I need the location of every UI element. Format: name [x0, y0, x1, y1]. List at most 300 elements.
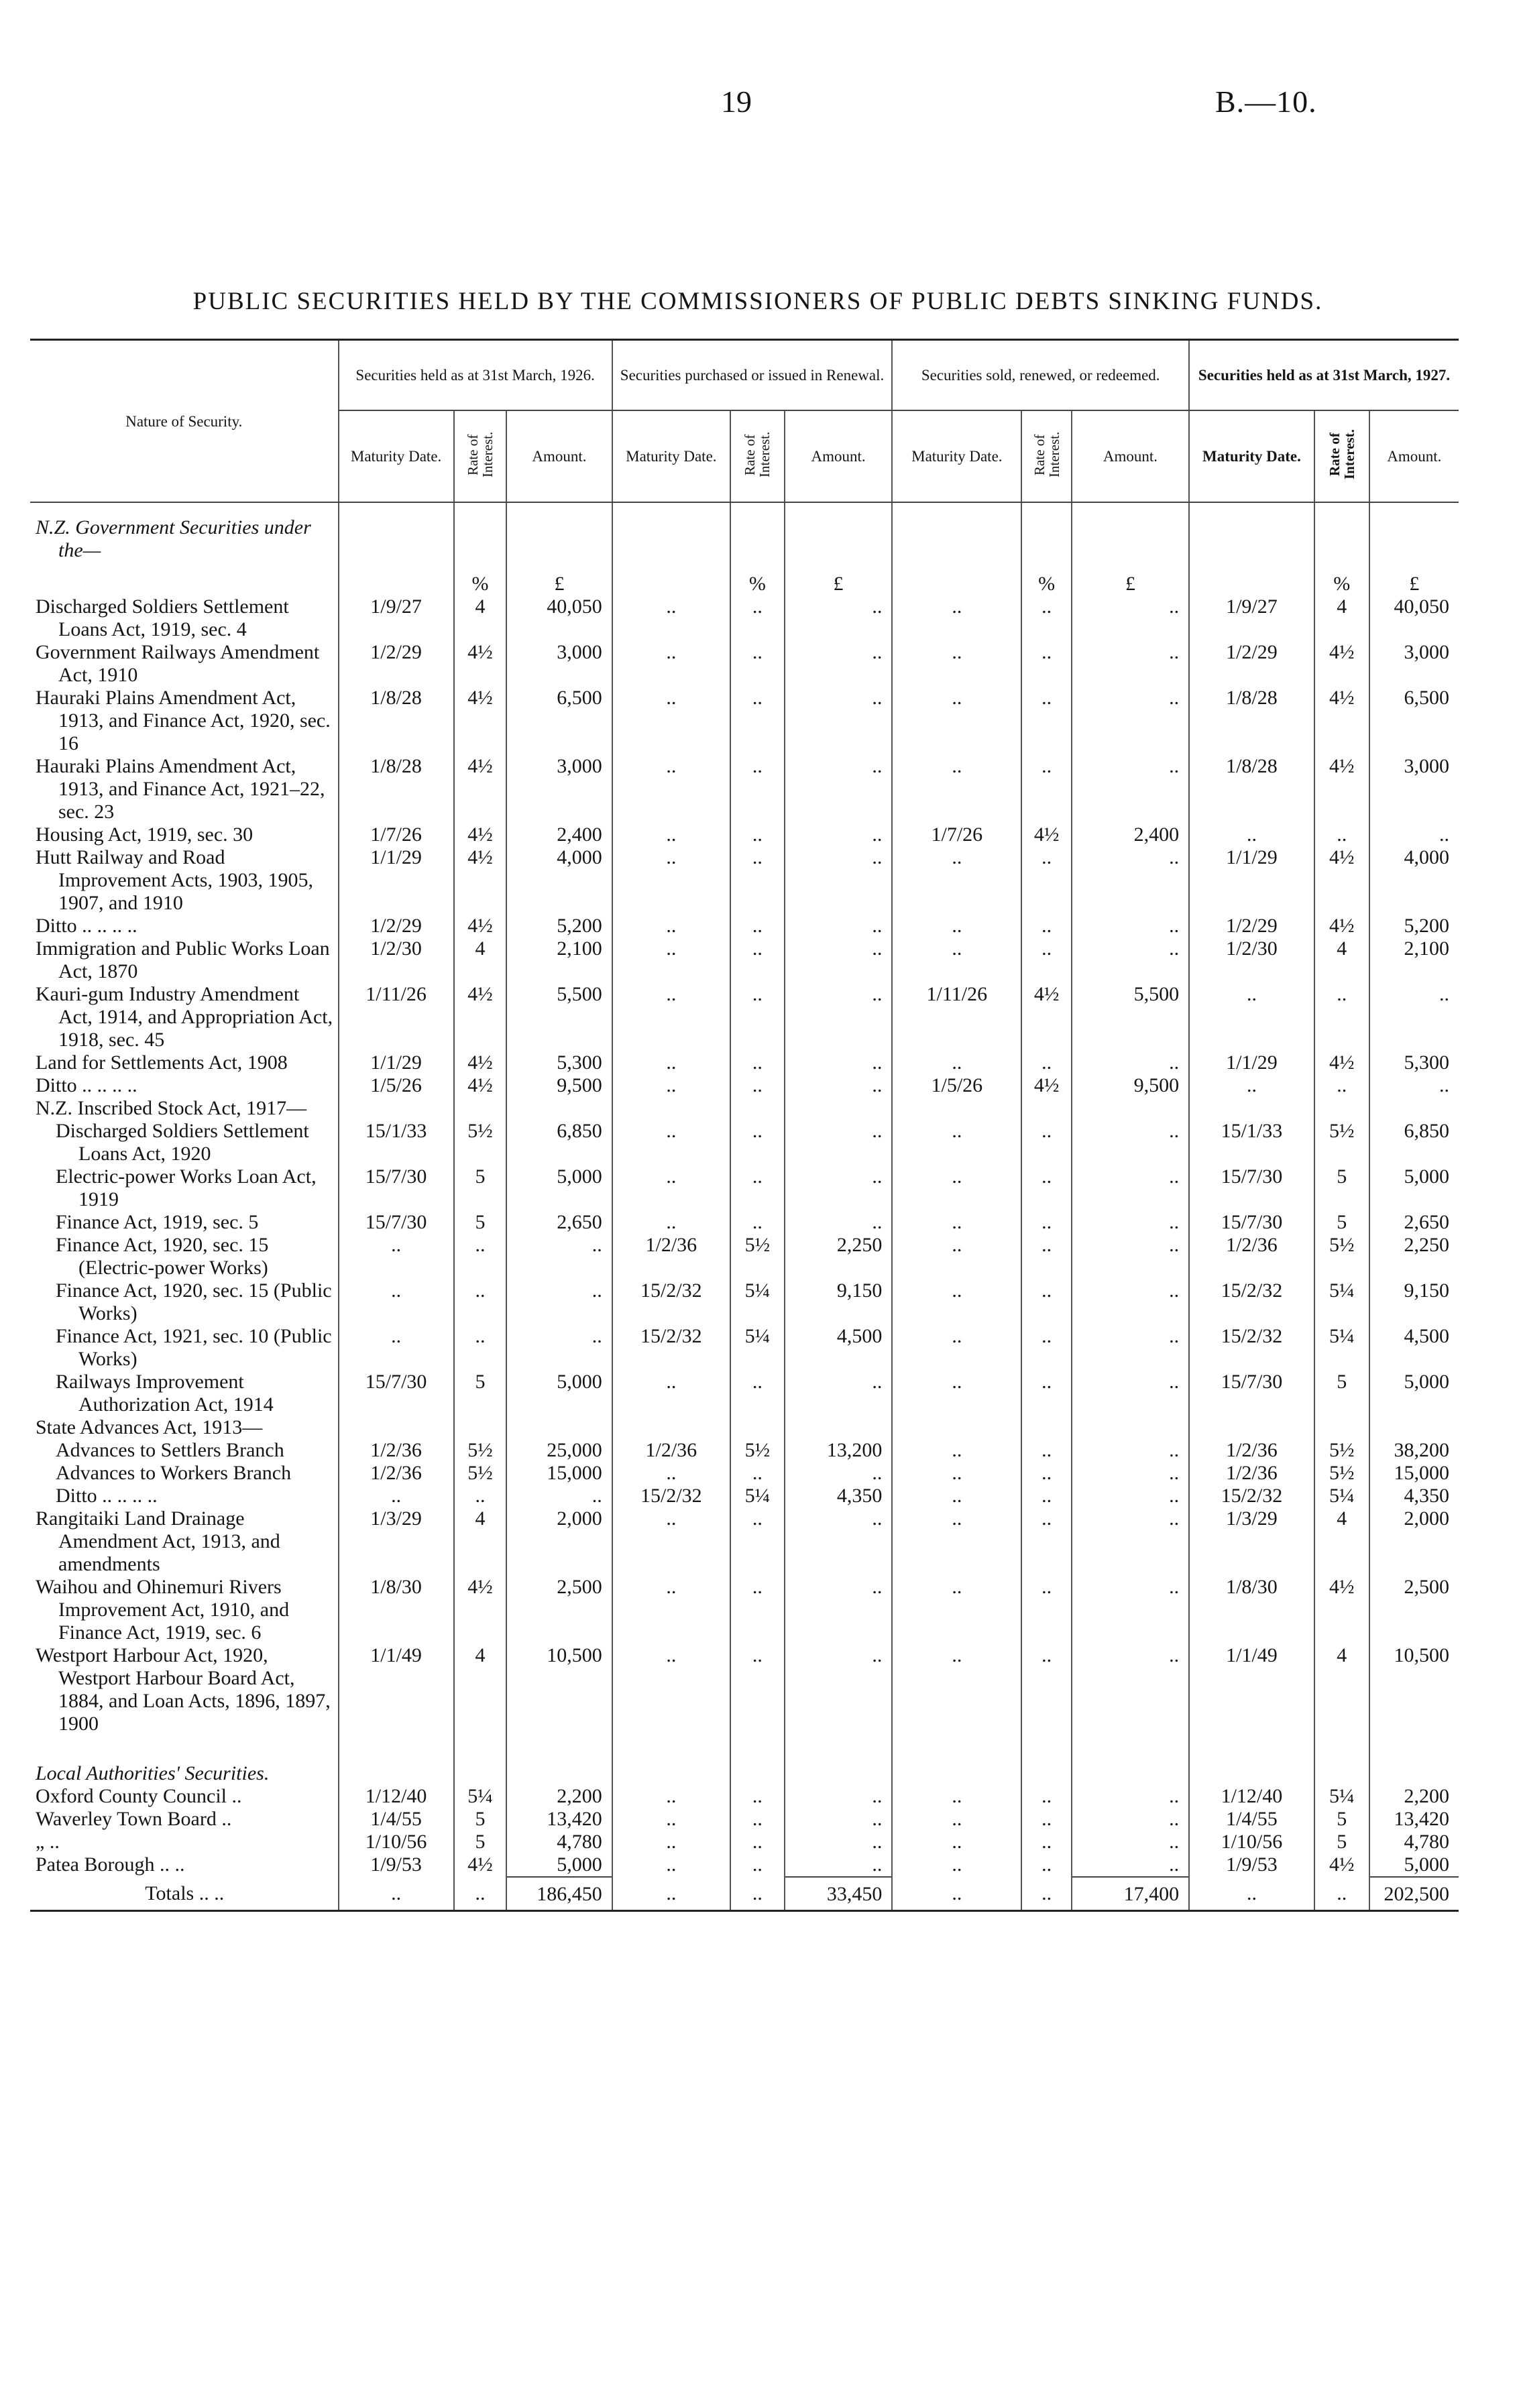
- amount: 25,000: [506, 1439, 612, 1462]
- section-row: [30, 1416, 1459, 1439]
- header-maturity: Maturity Date.: [339, 410, 454, 502]
- maturity-date: 15/7/30: [339, 1371, 454, 1416]
- amount: 2,200: [506, 1785, 612, 1808]
- amount: ..: [1072, 1120, 1189, 1165]
- table-row: [30, 1808, 1459, 1831]
- interest-rate: 5: [1314, 1165, 1369, 1211]
- interest-rate: 5: [1314, 1371, 1369, 1416]
- interest-rate: ..: [730, 1853, 785, 1877]
- interest-rate: ..: [730, 1074, 785, 1097]
- interest-rate: 4: [1314, 1507, 1369, 1576]
- table-row: [30, 1439, 1459, 1462]
- total-amount: 186,450: [506, 1877, 612, 1911]
- interest-rate: 4½: [1314, 755, 1369, 823]
- maturity-date: ..: [892, 1165, 1021, 1211]
- maturity-date: ..: [612, 595, 730, 641]
- header-amount: Amount.: [1072, 410, 1189, 502]
- maturity-date: 1/2/29: [339, 915, 454, 937]
- maturity-date: ..: [612, 1120, 730, 1165]
- interest-rate: 5: [1314, 1211, 1369, 1234]
- interest-rate: 5¼: [1314, 1485, 1369, 1507]
- amount: 2,500: [1369, 1576, 1459, 1644]
- maturity-date: ..: [612, 1831, 730, 1853]
- maturity-date: 1/1/49: [339, 1644, 454, 1735]
- interest-rate: ..: [1021, 1808, 1071, 1831]
- maturity-date: 1/11/26: [339, 983, 454, 1051]
- maturity-date: 1/12/40: [1189, 1785, 1314, 1808]
- interest-rate: 5: [454, 1371, 507, 1416]
- interest-rate: ..: [730, 755, 785, 823]
- amount: 10,500: [506, 1644, 612, 1735]
- maturity-date: 15/7/30: [1189, 1211, 1314, 1234]
- securities-table: [30, 339, 1459, 1912]
- amount: 3,000: [1369, 755, 1459, 823]
- maturity-date: ..: [612, 1371, 730, 1416]
- table-row: [30, 641, 1459, 687]
- amount: 4,780: [506, 1831, 612, 1853]
- interest-rate: 4½: [1314, 915, 1369, 937]
- table-row: [30, 1507, 1459, 1576]
- page-number: 19: [721, 84, 752, 119]
- table-row: [30, 1644, 1459, 1735]
- interest-rate: 5: [454, 1211, 507, 1234]
- header-amount: Amount.: [1369, 410, 1459, 502]
- table-row: [30, 915, 1459, 937]
- interest-rate: ..: [730, 595, 785, 641]
- amount: 4,780: [1369, 1831, 1459, 1853]
- amount: ..: [1072, 1853, 1189, 1877]
- total-amount: 202,500: [1369, 1877, 1459, 1911]
- maturity-date: 15/2/32: [612, 1279, 730, 1325]
- interest-rate: ..: [730, 1785, 785, 1808]
- interest-rate: ..: [1021, 1853, 1071, 1877]
- security-name: Discharged Soldiers Settlement Loans Act, 1919, sec. 4: [36, 595, 289, 640]
- table-row: [30, 1785, 1459, 1808]
- interest-rate: ..: [454, 1325, 507, 1371]
- maturity-date: 15/2/32: [1189, 1325, 1314, 1371]
- interest-rate: 5½: [730, 1234, 785, 1279]
- interest-rate: 4½: [1021, 1074, 1071, 1097]
- header-rate-cell: [454, 410, 507, 502]
- table-row: [30, 1120, 1459, 1165]
- security-name: Housing Act, 1919, sec. 30: [36, 823, 253, 846]
- security-name: Westport Harbour Act, 1920, Westport Harbour Board Act, 1884, and Loan Acts, 1896, 1897, 1900: [36, 1644, 331, 1735]
- amount: ..: [785, 1211, 893, 1234]
- header-rate: Rate of Interest.: [742, 431, 773, 478]
- maturity-date: ..: [339, 1325, 454, 1371]
- table-row: [30, 1371, 1459, 1416]
- amount: ..: [1072, 1051, 1189, 1074]
- interest-rate: 5½: [1314, 1462, 1369, 1485]
- interest-rate: ..: [730, 1576, 785, 1644]
- amount: ..: [1072, 1211, 1189, 1234]
- interest-rate: 4½: [1314, 1853, 1369, 1877]
- unit-pound: £: [506, 562, 612, 595]
- total-placeholder: ..: [339, 1877, 454, 1911]
- header-purchased: Securities purchased or issued in Renewal.: [612, 340, 893, 411]
- interest-rate: 4½: [1314, 1576, 1369, 1644]
- interest-rate: ..: [1021, 1439, 1071, 1462]
- maturity-date: ..: [892, 915, 1021, 937]
- maturity-date: 1/5/26: [339, 1074, 454, 1097]
- maturity-date: 1/2/29: [1189, 641, 1314, 687]
- maturity-date: 15/7/30: [1189, 1371, 1314, 1416]
- amount: ..: [1072, 1485, 1189, 1507]
- header-held-1927: Securities held as at 31st March, 1927.: [1189, 340, 1459, 411]
- amount: 5,500: [1072, 983, 1189, 1051]
- maturity-date: ..: [892, 1439, 1021, 1462]
- interest-rate: ..: [730, 1808, 785, 1831]
- maturity-date: ..: [892, 755, 1021, 823]
- interest-rate: 5½: [1314, 1120, 1369, 1165]
- amount: 2,000: [1369, 1507, 1459, 1576]
- interest-rate: ..: [1021, 1325, 1071, 1371]
- page-title: PUBLIC SECURITIES HELD BY THE COMMISSIONERS OF PUBLIC DEBTS SINKING FUNDS.: [192, 288, 1323, 315]
- amount: 13,420: [1369, 1808, 1459, 1831]
- amount: 2,200: [1369, 1785, 1459, 1808]
- table-row: [30, 687, 1459, 755]
- amount: ..: [785, 1831, 893, 1853]
- amount: ..: [785, 1853, 893, 1877]
- security-name: Waverley Town Board ..: [36, 1808, 232, 1830]
- amount: ..: [506, 1485, 612, 1507]
- amount: 5,000: [506, 1371, 612, 1416]
- interest-rate: 5¼: [730, 1485, 785, 1507]
- amount: ..: [785, 937, 893, 983]
- maturity-date: ..: [892, 595, 1021, 641]
- table-row: [30, 1279, 1459, 1325]
- section-heading: State Advances Act, 1913—: [36, 1416, 263, 1438]
- amount: 6,850: [1369, 1120, 1459, 1165]
- amount: ..: [785, 755, 893, 823]
- header-amount: Amount.: [785, 410, 893, 502]
- amount: ..: [785, 823, 893, 846]
- table-row: [30, 1462, 1459, 1485]
- interest-rate: 5¼: [730, 1325, 785, 1371]
- maturity-date: 1/1/49: [1189, 1644, 1314, 1735]
- document-reference: B.—10.: [1215, 84, 1317, 119]
- maturity-date: ..: [612, 641, 730, 687]
- security-name: Hauraki Plains Amendment Act, 1913, and Finance Act, 1921–22, sec. 23: [36, 755, 325, 823]
- interest-rate: ..: [730, 1371, 785, 1416]
- unit-percent: %: [730, 562, 785, 595]
- maturity-date: 15/7/30: [339, 1165, 454, 1211]
- maturity-date: ..: [892, 1831, 1021, 1853]
- amount: ..: [785, 983, 893, 1051]
- interest-rate: ..: [1021, 1462, 1071, 1485]
- amount: 5,300: [506, 1051, 612, 1074]
- header-nature: Nature of Security.: [30, 340, 339, 503]
- interest-rate: 4: [1314, 595, 1369, 641]
- table-row: [30, 937, 1459, 983]
- amount: 5,200: [506, 915, 612, 937]
- amount: ..: [1072, 641, 1189, 687]
- amount: 3,000: [506, 755, 612, 823]
- maturity-date: 1/7/26: [892, 823, 1021, 846]
- interest-rate: ..: [1021, 1165, 1071, 1211]
- interest-rate: 4: [454, 595, 507, 641]
- interest-rate: 4½: [454, 687, 507, 755]
- unit-pound: £: [1369, 562, 1459, 595]
- amount: 40,050: [1369, 595, 1459, 641]
- security-name: Hauraki Plains Amendment Act, 1913, and Finance Act, 1920, sec. 16: [36, 687, 331, 754]
- interest-rate: ..: [730, 1051, 785, 1074]
- security-name: Advances to Workers Branch: [56, 1462, 292, 1484]
- maturity-date: ..: [612, 1211, 730, 1234]
- table-row: [30, 1234, 1459, 1279]
- interest-rate: 4½: [454, 755, 507, 823]
- interest-rate: ..: [1021, 595, 1071, 641]
- maturity-date: ..: [892, 641, 1021, 687]
- amount: 2,250: [1369, 1234, 1459, 1279]
- security-name: Ditto .. .. .. ..: [36, 915, 137, 937]
- header-rate-cell: [1021, 410, 1071, 502]
- interest-rate: ..: [1314, 1074, 1369, 1097]
- amount: 6,850: [506, 1120, 612, 1165]
- maturity-date: ..: [892, 1485, 1021, 1507]
- security-name: Oxford County Council ..: [36, 1785, 242, 1807]
- security-name: Waihou and Ohinemuri Rivers Improvement Act, 1910, and Finance Act, 1919, sec. 6: [36, 1576, 290, 1644]
- security-name: „ ..: [36, 1831, 60, 1853]
- maturity-date: 1/8/28: [339, 755, 454, 823]
- amount: ..: [785, 1074, 893, 1097]
- maturity-date: 1/1/29: [339, 846, 454, 915]
- amount: 13,200: [785, 1439, 893, 1462]
- maturity-date: ..: [612, 1853, 730, 1877]
- amount: 4,350: [1369, 1485, 1459, 1507]
- maturity-date: ..: [612, 1507, 730, 1576]
- maturity-date: ..: [892, 687, 1021, 755]
- table-row: [30, 1074, 1459, 1097]
- amount: 2,250: [785, 1234, 893, 1279]
- table-row: [30, 1576, 1459, 1644]
- maturity-date: ..: [892, 1279, 1021, 1325]
- security-name: Hutt Railway and Road Improvement Acts, 1903, 1905, 1907, and 1910: [36, 846, 313, 914]
- amount: ..: [785, 1576, 893, 1644]
- maturity-date: ..: [339, 1279, 454, 1325]
- interest-rate: ..: [1021, 641, 1071, 687]
- total-placeholder: ..: [1021, 1877, 1071, 1911]
- amount: 9,500: [1072, 1074, 1189, 1097]
- maturity-date: ..: [612, 937, 730, 983]
- amount: 40,050: [506, 595, 612, 641]
- header-amount: Amount.: [506, 410, 612, 502]
- maturity-date: ..: [892, 1853, 1021, 1877]
- interest-rate: ..: [730, 1165, 785, 1211]
- maturity-date: ..: [612, 846, 730, 915]
- interest-rate: ..: [1021, 1644, 1071, 1735]
- maturity-date: ..: [892, 1051, 1021, 1074]
- unit-percent: %: [1021, 562, 1071, 595]
- amount: ..: [1072, 1234, 1189, 1279]
- security-name: Finance Act, 1920, sec. 15 (Electric-power Works): [56, 1234, 269, 1279]
- interest-rate: 4: [454, 937, 507, 983]
- maturity-date: ..: [612, 1808, 730, 1831]
- maturity-date: 1/12/40: [339, 1785, 454, 1808]
- amount: ..: [1072, 1371, 1189, 1416]
- amount: 4,000: [506, 846, 612, 915]
- maturity-date: ..: [612, 1074, 730, 1097]
- interest-rate: ..: [1021, 915, 1071, 937]
- amount: 5,500: [506, 983, 612, 1051]
- maturity-date: 1/2/36: [612, 1234, 730, 1279]
- amount: 9,500: [506, 1074, 612, 1097]
- header-maturity: Maturity Date.: [892, 410, 1021, 502]
- maturity-date: 1/11/26: [892, 983, 1021, 1051]
- maturity-date: 1/4/55: [1189, 1808, 1314, 1831]
- interest-rate: 5¼: [1314, 1279, 1369, 1325]
- interest-rate: ..: [454, 1234, 507, 1279]
- security-name: Finance Act, 1919, sec. 5: [56, 1211, 259, 1233]
- amount: 15,000: [1369, 1462, 1459, 1485]
- table-body: [30, 502, 1459, 1911]
- security-name: Kauri-gum Industry Amendment Act, 1914, and Appropriation Act, 1918, sec. 45: [36, 983, 333, 1051]
- amount: ..: [785, 1462, 893, 1485]
- interest-rate: 4½: [454, 983, 507, 1051]
- security-name: Patea Borough .. ..: [36, 1853, 185, 1876]
- amount: ..: [1072, 687, 1189, 755]
- maturity-date: 1/9/53: [339, 1853, 454, 1877]
- interest-rate: 4½: [1314, 846, 1369, 915]
- table-row: [30, 1325, 1459, 1371]
- interest-rate: ..: [730, 1211, 785, 1234]
- maturity-date: ..: [612, 1165, 730, 1211]
- amount: 4,350: [785, 1485, 893, 1507]
- interest-rate: 4½: [1314, 641, 1369, 687]
- interest-rate: ..: [1021, 937, 1071, 983]
- interest-rate: ..: [1021, 1371, 1071, 1416]
- interest-rate: ..: [1021, 1211, 1071, 1234]
- amount: 2,400: [506, 823, 612, 846]
- interest-rate: 5¼: [1314, 1785, 1369, 1808]
- amount: 2,500: [506, 1576, 612, 1644]
- amount: 5,300: [1369, 1051, 1459, 1074]
- maturity-date: 15/7/30: [339, 1211, 454, 1234]
- amount: ..: [506, 1325, 612, 1371]
- maturity-date: 15/2/32: [1189, 1279, 1314, 1325]
- interest-rate: ..: [730, 1120, 785, 1165]
- interest-rate: ..: [1314, 983, 1369, 1051]
- maturity-date: 15/1/33: [339, 1120, 454, 1165]
- header-held-1926: Securities held as at 31st March, 1926.: [339, 340, 612, 411]
- total-placeholder: ..: [612, 1877, 730, 1911]
- maturity-date: ..: [612, 1051, 730, 1074]
- amount: ..: [785, 595, 893, 641]
- interest-rate: 4½: [1021, 983, 1071, 1051]
- maturity-date: ..: [612, 1462, 730, 1485]
- maturity-date: 1/8/30: [1189, 1576, 1314, 1644]
- security-name: Discharged Soldiers Settlement Loans Act, 1920: [56, 1120, 309, 1165]
- maturity-date: ..: [612, 755, 730, 823]
- maturity-date: ..: [892, 1120, 1021, 1165]
- amount: 5,000: [506, 1853, 612, 1877]
- maturity-date: 1/10/56: [339, 1831, 454, 1853]
- interest-rate: 4½: [454, 1853, 507, 1877]
- maturity-date: 15/2/32: [612, 1485, 730, 1507]
- totals-row: [30, 1877, 1459, 1911]
- amount: 4,500: [785, 1325, 893, 1371]
- maturity-date: ..: [1189, 1074, 1314, 1097]
- interest-rate: 5¼: [730, 1279, 785, 1325]
- header-rate-cell: [730, 410, 785, 502]
- interest-rate: 5½: [1314, 1234, 1369, 1279]
- maturity-date: ..: [612, 687, 730, 755]
- maturity-date: 1/2/36: [612, 1439, 730, 1462]
- interest-rate: ..: [730, 915, 785, 937]
- amount: 5,000: [1369, 1853, 1459, 1877]
- header-rate: Rate of Interest.: [1031, 431, 1062, 478]
- section-heading: N.Z. Government Securities under the—: [36, 516, 311, 561]
- security-name: Ditto .. .. .. ..: [56, 1485, 158, 1507]
- amount: ..: [785, 687, 893, 755]
- interest-rate: ..: [454, 1279, 507, 1325]
- amount: ..: [785, 641, 893, 687]
- maturity-date: 1/2/30: [339, 937, 454, 983]
- maturity-date: 1/10/56: [1189, 1831, 1314, 1853]
- amount: 2,100: [1369, 937, 1459, 983]
- maturity-date: ..: [892, 1808, 1021, 1831]
- interest-rate: 5½: [454, 1462, 507, 1485]
- table-row: [30, 755, 1459, 823]
- amount: ..: [1072, 1325, 1189, 1371]
- header-maturity: Maturity Date.: [1189, 410, 1314, 502]
- table-row: [30, 1211, 1459, 1234]
- amount: 13,420: [506, 1808, 612, 1831]
- interest-rate: ..: [454, 1485, 507, 1507]
- interest-rate: 4½: [454, 1051, 507, 1074]
- amount: 5,200: [1369, 915, 1459, 937]
- amount: ..: [785, 1507, 893, 1576]
- interest-rate: ..: [730, 1507, 785, 1576]
- amount: ..: [506, 1279, 612, 1325]
- amount: ..: [785, 1371, 893, 1416]
- interest-rate: ..: [1021, 755, 1071, 823]
- amount: ..: [1072, 1644, 1189, 1735]
- interest-rate: ..: [730, 641, 785, 687]
- maturity-date: 15/2/32: [612, 1325, 730, 1371]
- amount: ..: [785, 1120, 893, 1165]
- amount: 6,500: [506, 687, 612, 755]
- amount: ..: [1072, 1831, 1189, 1853]
- security-name: Immigration and Public Works Loan Act, 1870: [36, 937, 330, 982]
- interest-rate: 4: [454, 1644, 507, 1735]
- amount: ..: [785, 1785, 893, 1808]
- security-name: Land for Settlements Act, 1908: [36, 1051, 288, 1074]
- table-row: [30, 846, 1459, 915]
- amount: 4,000: [1369, 846, 1459, 915]
- maturity-date: ..: [612, 823, 730, 846]
- maturity-date: 1/2/29: [1189, 915, 1314, 937]
- unit-pound: £: [1072, 562, 1189, 595]
- amount: 2,100: [506, 937, 612, 983]
- interest-rate: ..: [1021, 1279, 1071, 1325]
- maturity-date: 1/1/29: [1189, 1051, 1314, 1074]
- security-name: Rangitaiki Land Drainage Amendment Act, 1913, and amendments: [36, 1507, 280, 1575]
- total-placeholder: ..: [454, 1877, 507, 1911]
- interest-rate: ..: [1021, 687, 1071, 755]
- interest-rate: ..: [1021, 1051, 1071, 1074]
- interest-rate: 5½: [730, 1439, 785, 1462]
- interest-rate: 4½: [454, 641, 507, 687]
- interest-rate: ..: [1021, 1120, 1071, 1165]
- amount: ..: [1369, 1074, 1459, 1097]
- maturity-date: ..: [1189, 983, 1314, 1051]
- header-rate-cell: [1314, 410, 1369, 502]
- amount: 38,200: [1369, 1439, 1459, 1462]
- interest-rate: ..: [730, 1644, 785, 1735]
- interest-rate: 5: [1314, 1831, 1369, 1853]
- security-name: Railways Improvement Authorization Act, 1914: [56, 1371, 274, 1416]
